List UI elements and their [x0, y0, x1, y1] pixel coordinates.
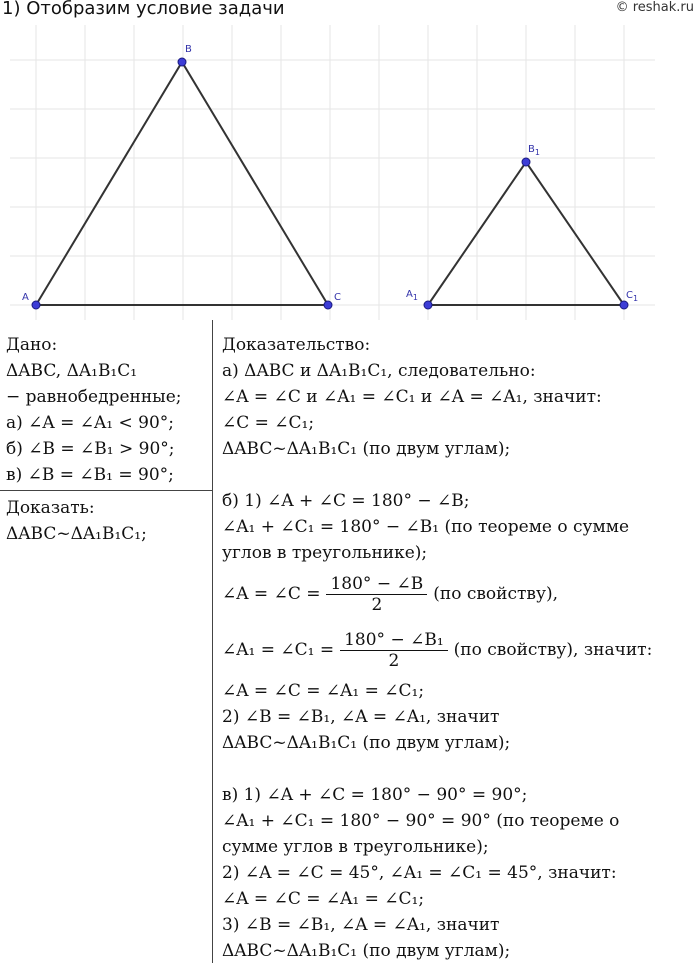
proof-c-line: 2) ∠A = ∠C = 45°, ∠A₁ = ∠C₁ = 45°, значит: [222, 863, 617, 883]
label-b: B [185, 44, 192, 55]
label-b1: $B_1$ [528, 144, 540, 157]
fraction-numerator: 180° − ∠B₁ [344, 629, 444, 650]
fraction-line-2 [222, 622, 698, 678]
proof-a-line: ΔABC~ΔA₁B₁C₁ (по двум углам); [222, 439, 511, 459]
fraction-numerator: 180° − ∠B [330, 573, 424, 594]
vertex-c[interactable] [324, 301, 332, 309]
proof-b-line: ∠A₁ + ∠C₁ = 180° − ∠B₁ (по теореме о сумме [222, 517, 630, 537]
prove-section [6, 495, 210, 547]
given-divider [0, 490, 212, 491]
fraction-left: ∠A₁ = ∠C₁ = [222, 640, 335, 660]
proof-b-line: 2) ∠B = ∠B₁, ∠A = ∠A₁, значит [222, 707, 500, 727]
page-heading: 1) Отобразим условие задачи [2, 0, 285, 19]
fraction-right: (по свойству), [433, 584, 559, 604]
proof-b-line: ΔABC~ΔA₁B₁C₁ (по двум углам); [222, 733, 511, 753]
given-title: Дано: [6, 335, 58, 355]
proof-a-line: ∠C = ∠C₁; [222, 413, 315, 433]
fraction [326, 574, 427, 615]
triangles-figure [0, 0, 700, 330]
proof-c-line: ΔABC~ΔA₁B₁C₁ (по двум углам); [222, 941, 511, 961]
fraction-left: ∠A = ∠C = [222, 584, 321, 604]
vertex-a1[interactable] [424, 301, 432, 309]
given-section [6, 332, 210, 488]
fraction-right: (по свойству), значит: [453, 640, 653, 660]
proof-section [222, 332, 698, 964]
given-line: а) ∠A = ∠A₁ < 90°; [6, 413, 174, 433]
vertex-b1[interactable] [522, 158, 530, 166]
spacer [222, 756, 698, 782]
proof-c-line: ∠A = ∠C = ∠A₁ = ∠C₁; [222, 889, 425, 909]
proof-a-line: а) ΔABC и ΔA₁B₁C₁, следовательно: [222, 361, 536, 381]
column-divider [212, 320, 213, 963]
fraction [340, 630, 448, 671]
proof-c-line: ∠A₁ + ∠C₁ = 180° − 90° = 90° (по теореме о [222, 811, 620, 831]
vertex-c1[interactable] [620, 301, 628, 309]
label-a: A [22, 292, 29, 303]
proof-b-line: б) 1) ∠A + ∠C = 180° − ∠B; [222, 491, 470, 511]
proof-b-line: ∠A = ∠C = ∠A₁ = ∠C₁; [222, 681, 425, 701]
label-a1: $A_1$ [406, 289, 418, 302]
given-line: − равнобедренные; [6, 387, 182, 407]
fraction-denominator: 2 [371, 594, 383, 615]
label-c: C [334, 292, 341, 303]
triangle-abc [36, 62, 328, 305]
proof-c-line: сумме углов в треугольнике); [222, 837, 489, 857]
proof-b-line: углов в треугольнике); [222, 543, 428, 563]
spacer [222, 462, 698, 488]
vertex-a[interactable] [32, 301, 40, 309]
fraction-denominator: 2 [388, 650, 400, 671]
proof-title: Доказательство: [222, 335, 371, 355]
proof-c-line: 3) ∠B = ∠B₁, ∠A = ∠A₁, значит [222, 915, 500, 935]
watermark: © reshak.ru [615, 0, 694, 15]
grid [10, 25, 655, 320]
prove-title: Доказать: [6, 498, 95, 518]
label-c1: $C_1$ [626, 290, 639, 303]
given-line: б) ∠B = ∠B₁ > 90°; [6, 439, 175, 459]
given-line: в) ∠B = ∠B₁ = 90°; [6, 465, 174, 485]
vertex-b[interactable] [178, 58, 186, 66]
proof-a-line: ∠A = ∠C и ∠A₁ = ∠C₁ и ∠A = ∠A₁, значит: [222, 387, 602, 407]
given-line: ΔABC, ΔA₁B₁C₁ [6, 361, 138, 381]
proof-c-line: в) 1) ∠A + ∠C = 180° − 90° = 90°; [222, 785, 528, 805]
prove-line: ΔABC~ΔA₁B₁C₁; [6, 524, 147, 544]
fraction-line-1 [222, 566, 698, 622]
